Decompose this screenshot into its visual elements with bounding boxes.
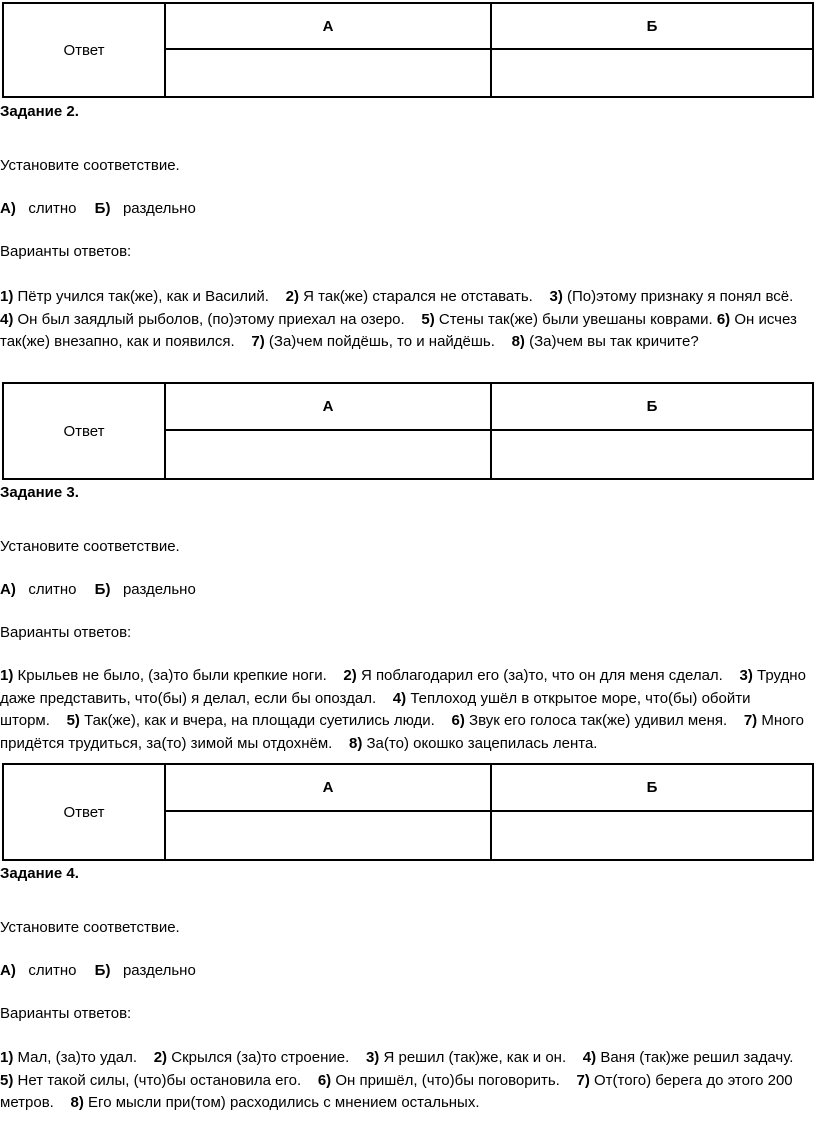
item-text: Много придётся трудиться, за(то) зимой мы отдохнём. [0,712,804,752]
option-a-text: слитно [28,200,77,217]
item-text: Мал, (за)то удал. [17,1049,138,1066]
item-text: Его мысли при(том) расходились с мнением остальных. [88,1094,480,1111]
item-number: 6) [317,1071,332,1089]
answer-cell-b[interactable] [492,431,812,478]
item-number: 5) [0,1071,14,1089]
item-text: Звук его голоса так(же) удивил меня. [469,712,728,729]
item-number: 4) [0,310,14,328]
item-number: 2) [285,288,299,305]
task-title: Задание 2. [0,103,79,120]
option-a-key: А) [0,581,16,598]
item-number: 8) [511,333,525,350]
option-a-text: слитно [28,581,77,598]
item-number: 7) [576,1071,590,1089]
option-b-key: Б) [94,962,111,979]
answer-cell-a[interactable] [166,431,492,478]
item-text: Трудно даже представить, что(бы) я делал, если бы опоздал. [0,667,806,707]
item-number: 2) [153,1049,168,1066]
variants-list [0,665,814,755]
answer-table-1 [2,2,814,98]
answer-cell-a[interactable] [166,50,492,96]
task-options [0,580,196,600]
item-number: 7) [743,712,758,729]
item-text: Скрылся (за)то строение. [171,1049,350,1066]
column-a-header: А [166,765,492,812]
item-text: Я поблагодарил его (за)то, что он для меня сделал. [360,667,723,684]
option-a-key: А) [0,962,16,979]
answer-table-2 [2,382,814,480]
task-title: Задание 4. [0,865,79,882]
option-b-key: Б) [94,200,111,217]
item-number: 3) [549,288,563,305]
answer-table-3 [2,763,814,861]
item-number: 1) [0,288,14,305]
item-text: Теплоход ушёл в открытое море, что(бы) обойти шторм. [0,689,751,729]
option-b-key: Б) [94,581,111,598]
item-number: 4) [582,1049,597,1066]
task-options [0,199,196,219]
variants-label: Варианты ответов: [0,624,132,641]
answer-label: Ответ [4,4,166,96]
item-text: (За)чем вы так кричите? [529,333,699,350]
answer-cell-b[interactable] [492,50,812,96]
item-number: 4) [392,689,407,707]
variants-label: Варианты ответов: [0,1005,132,1022]
answer-label: Ответ [4,384,166,478]
variants-list [0,286,814,354]
item-number: 1) [0,1049,14,1066]
task-instruction: Установите соответствие. [0,538,180,555]
item-text: Нет такой силы, (что)бы остановила его. [17,1071,302,1089]
option-b-text: раздельно [122,581,196,598]
item-text: Он пришёл, (что)бы поговорить. [335,1071,560,1089]
item-text: Так(же), как и вчера, на площади суетились люди. [84,712,435,729]
task-options [0,961,196,981]
item-number: 2) [343,667,357,684]
column-a-header: А [166,4,492,50]
item-text: Он был заядлый рыболов, (по)этому приехал на озеро. [17,310,405,328]
item-text: Я так(же) старался не отставать. [303,288,533,305]
item-number: 5) [66,712,80,729]
answer-label: Ответ [4,765,166,859]
item-text: Я решил (так)же, как и он. [383,1049,567,1066]
task-title: Задание 3. [0,484,79,501]
variants-label: Варианты ответов: [0,243,132,260]
item-text: За(то) окошко зацепилась лента. [366,734,598,752]
item-text: Он исчез так(же) внезапно, как и появился. [0,310,797,350]
item-text: От(того) берега до этого 200 метров. [0,1071,793,1111]
item-number: 3) [739,667,753,684]
task-instruction: Установите соответствие. [0,919,180,936]
column-b-header: Б [492,384,812,431]
item-number: 8) [70,1094,84,1111]
answer-cell-a[interactable] [166,812,492,859]
option-b-text: раздельно [122,200,196,217]
item-text: Ваня (так)же решил задачу. [600,1049,794,1066]
item-number: 7) [251,333,265,350]
variants-list [0,1047,814,1115]
item-number: 1) [0,667,14,684]
option-a-key: А) [0,200,16,217]
column-b-header: Б [492,4,812,50]
column-a-header: А [166,384,492,431]
item-text: (По)этому признаку я понял всё. [567,288,794,305]
item-number: 6) [451,712,465,729]
item-text: Крыльев не было, (за)то были крепкие ноги. [17,667,327,684]
item-text: (За)чем пойдёшь, то и найдёшь. [268,333,495,350]
column-b-header: Б [492,765,812,812]
answer-cell-b[interactable] [492,812,812,859]
option-a-text: слитно [28,962,77,979]
item-text: Пётр учился так(же), как и Василий. [17,288,269,305]
item-number: 5) [421,310,435,328]
option-b-text: раздельно [122,962,196,979]
item-text: Стены так(же) были увешаны коврами. [438,310,713,328]
item-number: 3) [365,1049,380,1066]
item-number: 6) [716,310,731,328]
item-number: 8) [348,734,363,752]
task-instruction: Установите соответствие. [0,157,180,174]
